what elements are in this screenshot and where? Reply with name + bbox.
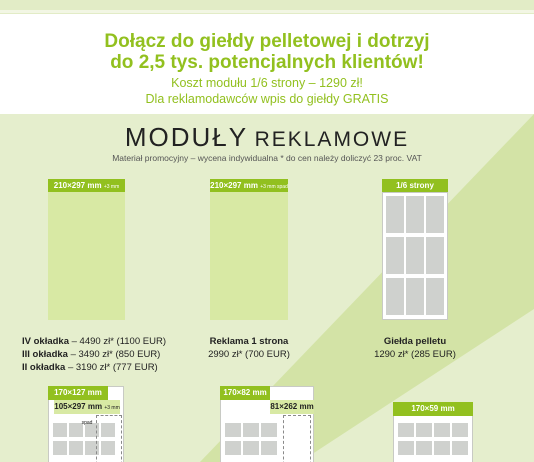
grid-cell [261,441,277,455]
grid-cell [452,423,468,437]
module-1-size-label [48,179,125,192]
grid-cell [426,278,444,315]
banner-gratis-line: Dla reklamodawców wpis do giełdy GRATIS [145,92,389,106]
module-2-name: Reklama 1 strona [209,336,289,347]
price-name: III okładka [22,349,68,360]
grid-cell [386,237,404,274]
price-row-iv-okladka [22,335,166,348]
module-3-size: 1/6 strony [396,181,434,190]
module-3-size-label [382,179,448,192]
module-1-size: 210×297 mm [53,181,102,190]
lower-module-3-outer-label: 170×59 mm [393,402,473,416]
module-2-size-label [210,179,288,192]
price-name: IV okładka [22,336,69,347]
grid-cell [406,278,424,315]
banner-headline [0,31,534,73]
price-value: – 3490 zł* (850 EUR) [67,349,161,360]
dotted-outline [96,415,122,462]
module-2-preview [210,192,288,320]
lower-module-1-outer-label: 170×127 mm [48,386,108,400]
grid-cell [69,441,83,455]
grid-cell [434,441,450,455]
grid-cell [386,196,404,233]
price-value: – 3190 zł* (777 EUR) [65,362,158,373]
lower-module-2-inner-label: 81×262 mm [270,400,314,414]
banner-headline-line-2: do 2,5 tys. potencjalnych klientów! [110,52,424,73]
module-2-size-note: +3 mm spad [260,184,288,190]
price-row-ii-okladka [22,361,166,374]
grid-cell [243,423,259,437]
lower-module-2-outer-label: 170×82 mm [220,386,270,400]
module-2-prices [190,335,308,361]
module-1-size-note: +3 mm [103,184,120,190]
ad-modules-section [0,114,534,462]
grid-cell [406,237,424,274]
grid-cell [225,423,241,437]
price-row-iii-okladka [22,348,166,361]
module-2-price: 2990 zł* (700 EUR) [208,349,290,360]
grid-cell [416,441,432,455]
top-strip-line [0,10,534,13]
lower-module-1-inner-note: +3 mm spad [81,405,120,426]
module-3-price: 1290 zł* (285 EUR) [374,349,456,360]
grid-cell [416,423,432,437]
grid-cell [406,196,424,233]
module-1-prices [22,335,166,374]
grid-cell [398,441,414,455]
grid-cell [261,423,277,437]
grid-cell [452,441,468,455]
price-name: II okładka [22,362,66,373]
module-3-grid [382,192,448,320]
section-title [0,122,534,153]
grid-cell [386,278,404,315]
grid-cell [225,441,241,455]
dotted-outline [283,415,311,462]
module-1-preview [48,192,125,320]
module-3-prices [355,335,475,361]
banner-headline-line-1: Dołącz do giełdy pelletowej i dotrzyj [104,31,430,52]
grid-cell [426,196,444,233]
promo-banner [0,14,534,114]
section-title-small: REKLAMOWE [254,128,410,151]
top-strip [0,0,534,14]
grid-cell [243,441,259,455]
lower-module-1-inner-label [54,400,120,426]
lower-module-1-inner-size: 105×297 mm [54,402,103,411]
module-2-size: 210×297 mm [210,181,258,190]
section-title-big: MODUŁY [124,122,249,152]
section-subtitle: Materiał promocyjny – wycena indywidualna * do cen należy doliczyć 23 proc. VAT [112,153,422,163]
grid-cell [434,423,450,437]
grid-cell [53,441,67,455]
grid-cell [398,423,414,437]
grid-cell [426,237,444,274]
price-value: – 4490 zł* (1100 EUR) [69,336,166,347]
grid-cell [53,423,67,437]
banner-cost-line: Koszt modułu 1/6 strony – 1290 zł! [171,76,363,90]
module-3-name: Giełda pelletu [383,336,447,347]
